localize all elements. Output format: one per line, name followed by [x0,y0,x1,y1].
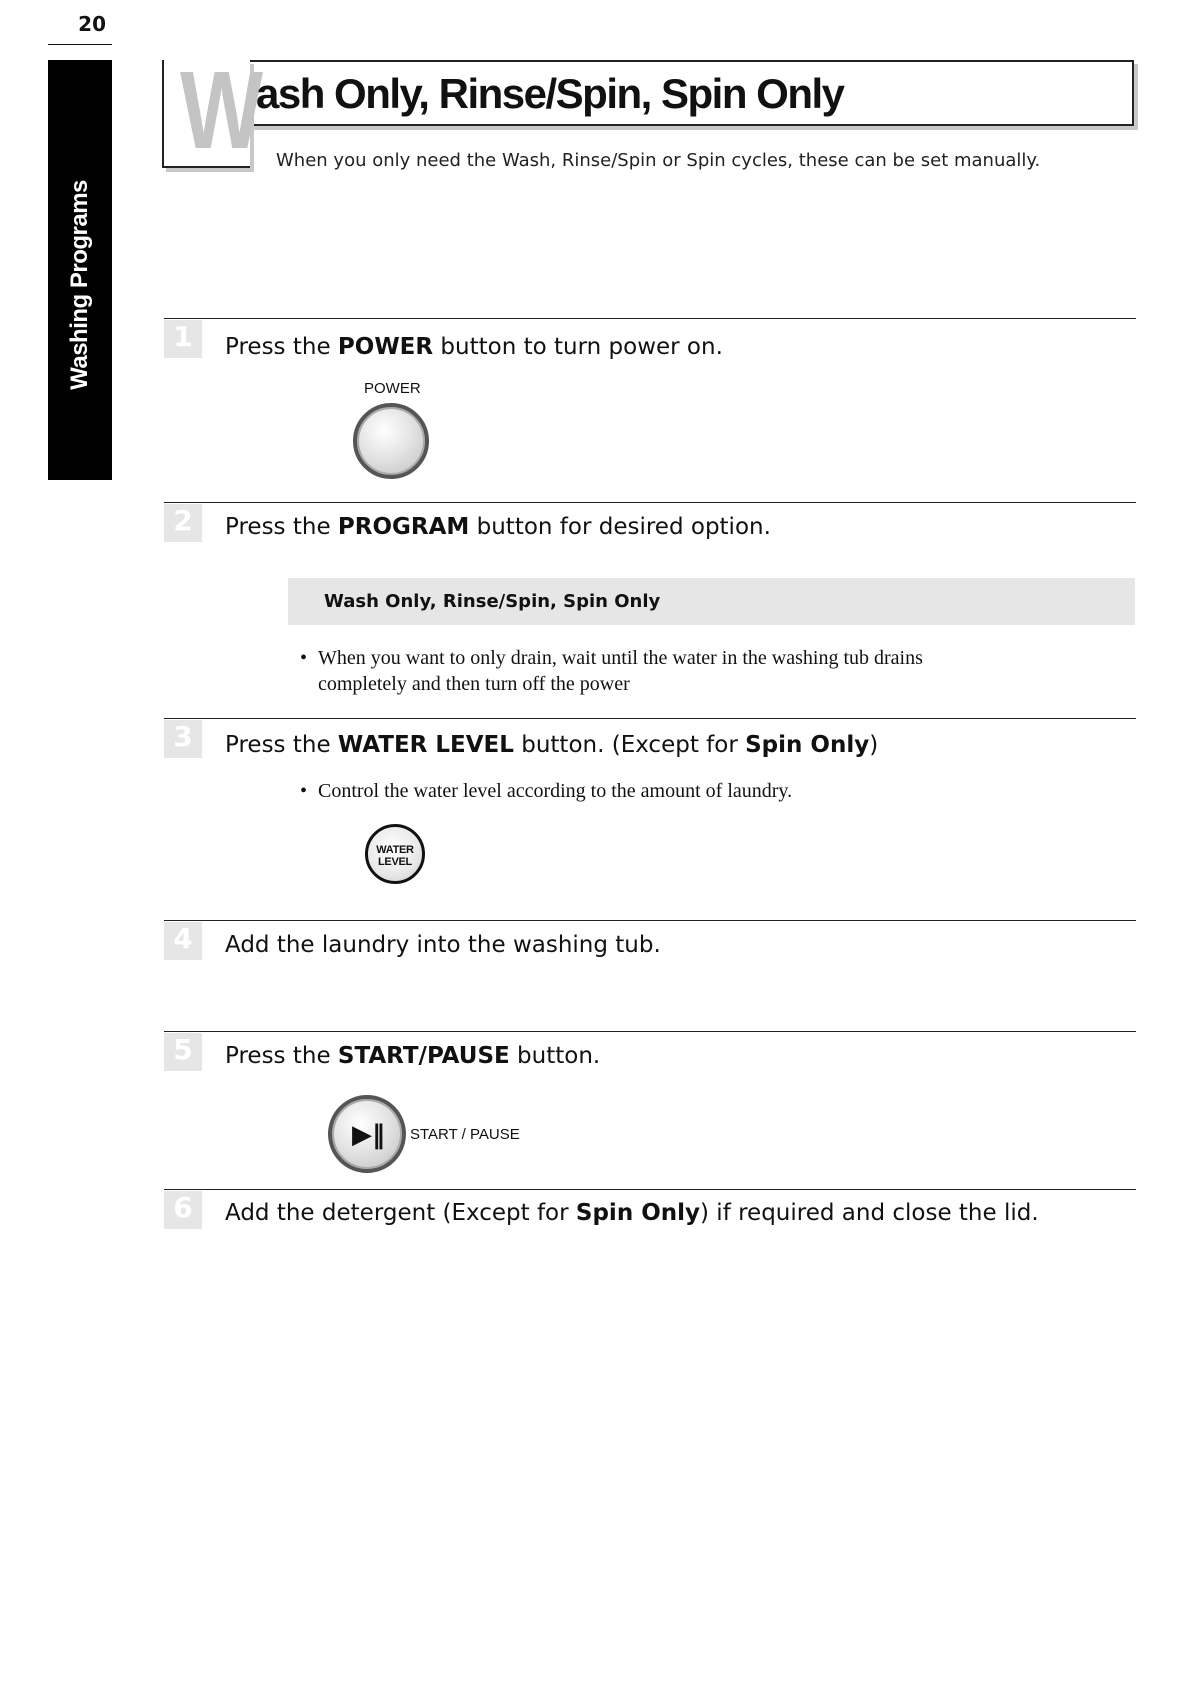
step-6-text: Add the detergent (Except for Spin Only) if required and close the lid. [225,1200,1039,1226]
play-pause-icon: ▶‖ [352,1120,385,1150]
power-button-label: POWER [364,380,421,397]
water-level-button[interactable] [365,824,425,884]
step-divider [164,920,1136,921]
drop-letter: W [180,49,264,172]
bullet: • [300,780,308,802]
step-number: 5 [164,1033,202,1071]
water-level-note-text: Control the water level according to the amount of laundry. [318,780,793,802]
power-button[interactable] [353,403,429,479]
step-3-text: Press the WATER LEVEL button. (Except for Spin Only) [225,732,879,758]
program-option-label: Wash Only, Rinse/Spin, Spin Only [324,591,661,612]
step-number: 6 [164,1191,202,1229]
step-number: 2 [164,504,202,542]
page-subtitle: When you only need the Wash, Rinse/Spin or Spin cycles, these can be set manually. [276,150,1041,171]
step-number: 4 [164,922,202,960]
step-1-text: Press the POWER button to turn power on. [225,334,723,360]
section-tab-label: Washing Programs [66,180,93,390]
water-level-note [300,778,792,804]
step-divider [164,318,1136,319]
step-number: 3 [164,720,202,758]
water-level-button-line-1: WATER [376,844,414,856]
start-pause-label: START / PAUSE [410,1126,520,1143]
step-4-text: Add the laundry into the washing tub. [225,932,661,958]
page-number: 20 [48,12,112,45]
bullet: • [300,647,308,669]
section-tab [48,60,112,480]
step-divider [164,502,1136,503]
drain-note-line-1: When you want to only drain, wait until the water in the washing tub drains [318,647,923,669]
page-title: ash Only, Rinse/Spin, Spin Only [256,70,844,117]
step-number: 1 [164,320,202,358]
step-2-text: Press the PROGRAM button for desired option. [225,514,771,540]
water-level-button-line-2: LEVEL [378,856,412,868]
program-option-bar [288,578,1135,625]
step-divider [164,1189,1136,1190]
step-divider [164,718,1136,719]
step-divider [164,1031,1136,1032]
drain-note-line-2: completely and then turn off the power [318,673,630,695]
drain-note [300,645,923,697]
step-5-text: Press the START/PAUSE button. [225,1043,601,1069]
